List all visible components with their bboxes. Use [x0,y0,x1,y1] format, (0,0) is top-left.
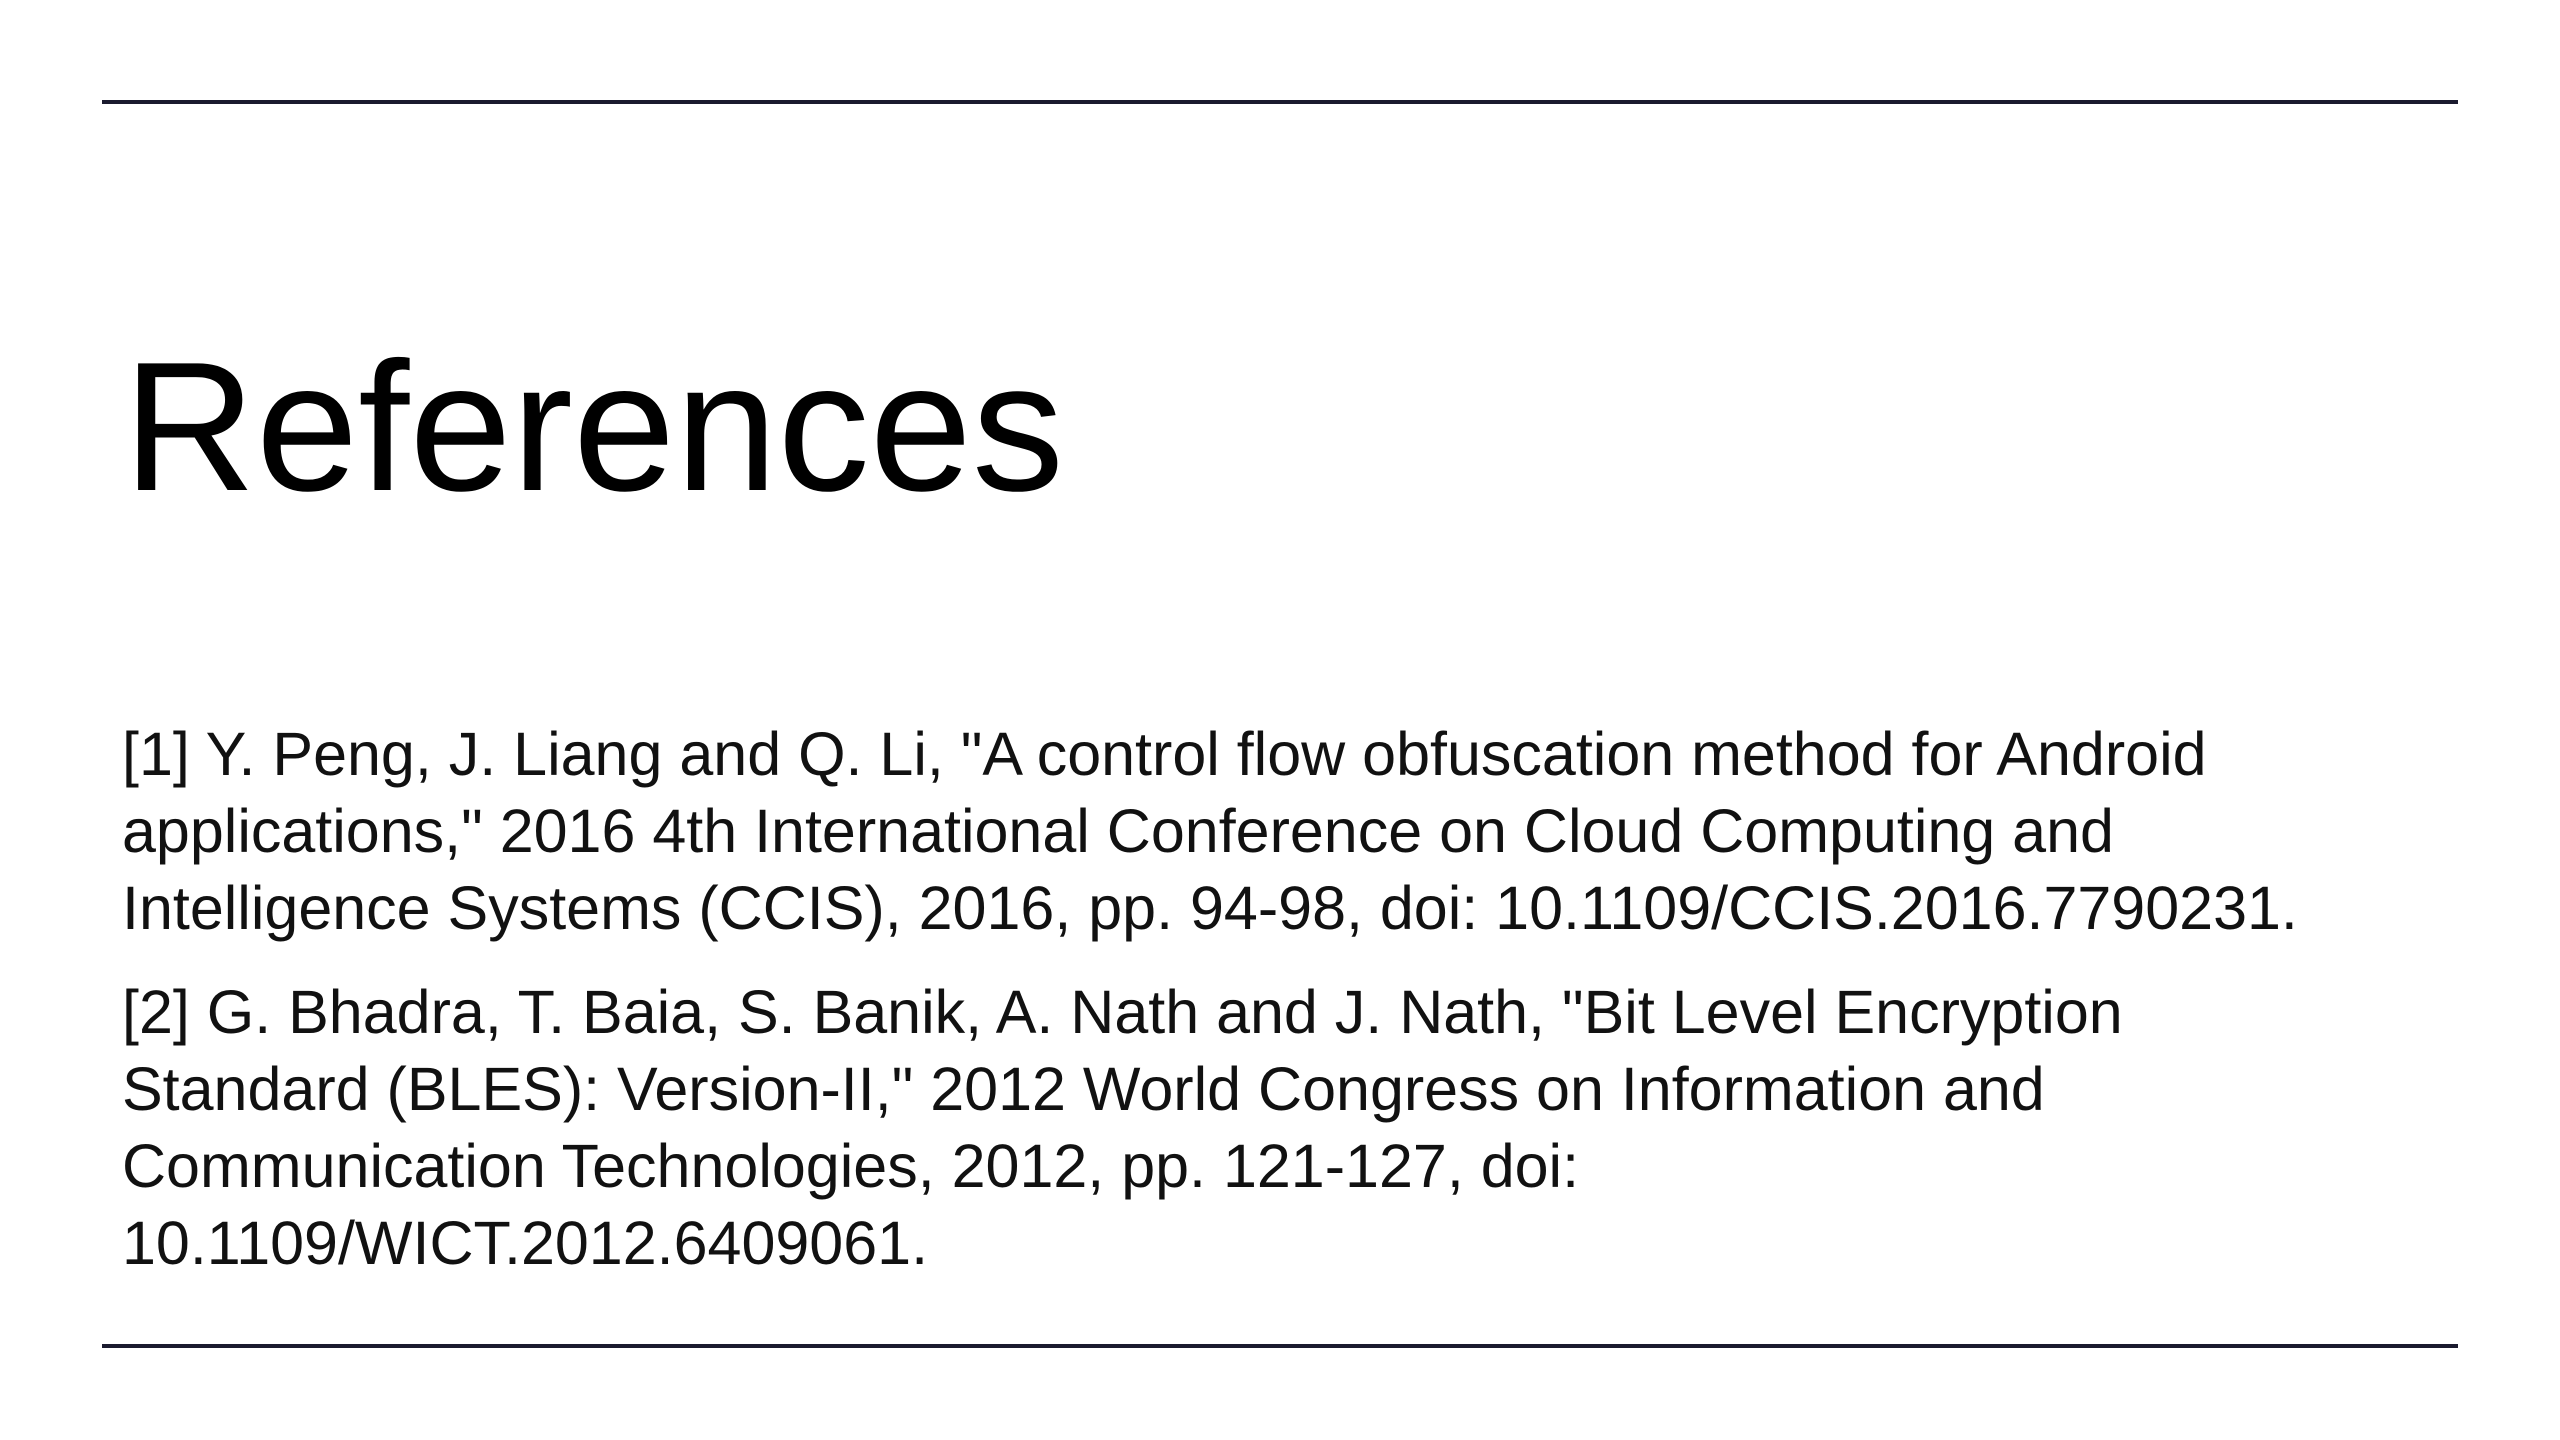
reference-item-1: [1] Y. Peng, J. Liang and Q. Li, "A control flow obfuscation method for Android applications," 2016 4th International Conference on Cloud Computing and Intelligence Systems (CCIS), 2016, pp. 94-98, doi: 10.1109/CCIS.2016.7790231. [122,720,2298,942]
reference-item-2: [2] G. Bhadra, T. Baia, S. Banik, A. Nath and J. Nath, "Bit Level Encryption Standard (BLES): Version-II," 2012 World Congress on Information and Communication Technologies, 2012, pp. 121-127, doi: 10.1109/WICT.2012.6409061. [122,978,2123,1277]
page-title: References [123,323,1064,529]
top-divider [102,100,2458,104]
bottom-divider [102,1344,2458,1348]
reference-list [122,716,2362,1282]
